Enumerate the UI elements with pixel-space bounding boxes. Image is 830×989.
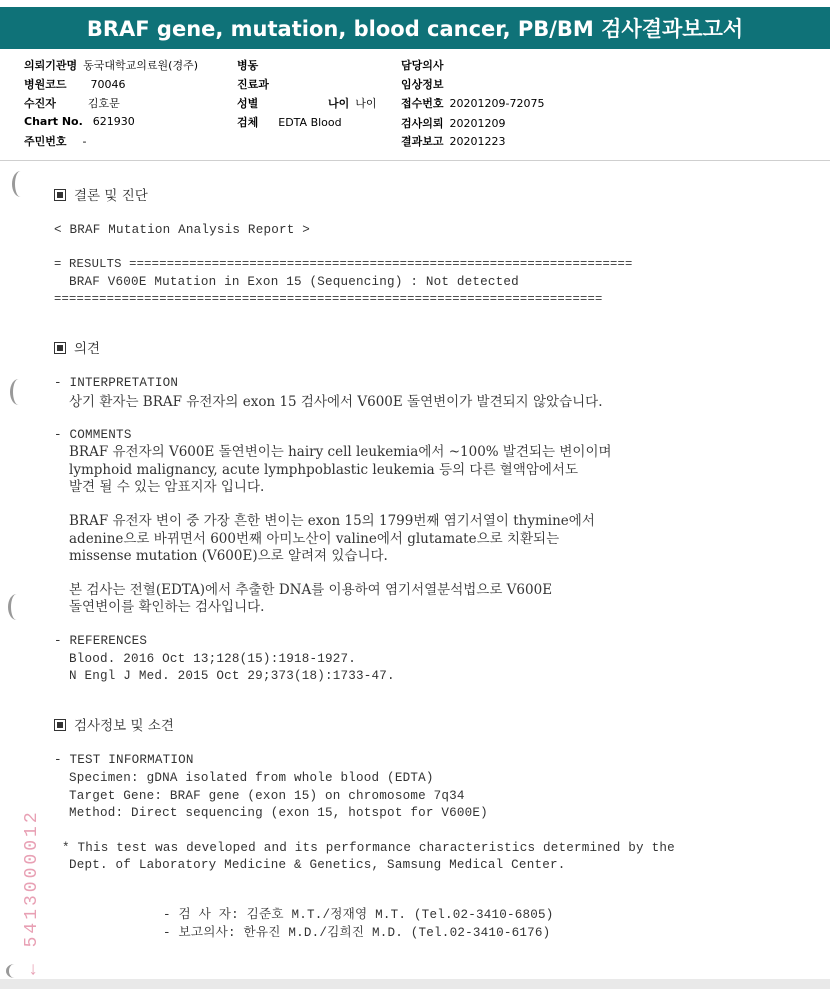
punch-hole-mark [10, 379, 27, 405]
ward-label: 병동 [237, 59, 259, 72]
section-test-info-title: 검사정보 및 소견 [74, 718, 174, 734]
request-date-field [401, 115, 506, 131]
scanned-report-body [0, 161, 830, 979]
test-info-line: Method: Direct sequencing (exon 15, hotspot for V600E) [69, 806, 488, 820]
doctor-field [401, 57, 450, 73]
section-opinion [54, 341, 100, 357]
punch-hole-mark [6, 964, 23, 978]
report-title: BRAF gene, mutation, blood cancer, PB/BM 검사결과보고서 [0, 7, 830, 49]
hospital-code-label: 병원코드 [24, 78, 67, 91]
sex-label: 성별 [237, 97, 259, 110]
ward-field [237, 57, 264, 73]
patient-value: 김호문 [87, 97, 120, 110]
side-serial-number: ← 5413000012 [22, 809, 42, 975]
section-test-info [54, 718, 174, 734]
note-line: Dept. of Laboratory Medicine & Genetics, Samsung Medical Center. [69, 858, 566, 872]
hospital-code-field [24, 76, 126, 92]
patient-field [24, 95, 120, 111]
comment-line: 본 검사는 전혈(EDTA)에서 추출한 DNA를 이용하여 염기서열분석법으로 V600E [69, 582, 553, 598]
test-info-heading: - TEST INFORMATION [54, 753, 194, 767]
resident-no-field [24, 133, 87, 149]
analysis-report-title: < BRAF Mutation Analysis Report > [54, 223, 310, 237]
section-conclusion-title: 결론 및 진단 [74, 188, 148, 204]
punch-hole-mark [12, 171, 29, 197]
note-line: * This test was developed and its performance characteristics determined by the [62, 841, 675, 855]
section-opinion-title: 의견 [74, 341, 101, 357]
tester-signature-line: - 검 사 자: 김준호 M.T./정재영 M.T. (Tel.02-3410-6805) [163, 908, 554, 922]
age-label: 나이 [328, 97, 350, 110]
comment-line: missense mutation (V600E)으로 알려져 있습니다. [69, 548, 388, 564]
comment-line: adenine으로 바뀌면서 600번째 아미노산이 valine에서 glutamate으로 치환되는 [69, 531, 560, 547]
comment-line: BRAF 유전자의 V600E 돌연변이는 hairy cell leukemia에서 ~100% 발견되는 변이이며 [69, 444, 612, 460]
test-info-line: Specimen: gDNA isolated from whole blood (EDTA) [69, 771, 434, 785]
receipt-no-value: 20201209-72075 [449, 97, 545, 110]
department-label: 진료과 [237, 78, 269, 91]
receipt-no-label: 접수번호 [401, 97, 444, 110]
section-box-icon [54, 189, 66, 201]
specimen-value: EDTA Blood [278, 116, 342, 129]
test-info-line: Target Gene: BRAF gene (exon 15) on chromosome 7q34 [69, 789, 465, 803]
age-field [328, 95, 377, 111]
report-date-field [401, 133, 506, 149]
interpretation-text: 상기 환자는 BRAF 유전자의 exon 15 검사에서 V600E 돌연변이가 발견되지 않았습니다. [69, 394, 603, 410]
request-date-label: 검사의뢰 [401, 117, 444, 130]
interpretation-heading: - INTERPRETATION [54, 376, 179, 390]
age-value: 나이 [355, 97, 377, 110]
resident-no-value: - [82, 135, 87, 148]
section-box-icon [54, 342, 66, 354]
specimen-field [237, 114, 342, 130]
chart-no-field [24, 115, 135, 128]
clinical-info-label: 임상정보 [401, 78, 444, 91]
bottom-strip [0, 979, 830, 989]
results-line: = RESULTS =================================================================== [54, 257, 633, 271]
punch-hole-mark [8, 594, 25, 620]
institution-label: 의뢰기관명 [24, 59, 78, 72]
report-date-value: 20201223 [449, 135, 506, 148]
chart-no-value: 621930 [92, 115, 135, 128]
sex-field [237, 95, 264, 111]
institution-value: 동국대학교의료원(경주) [83, 59, 198, 72]
report-header [0, 50, 830, 161]
comment-line: BRAF 유전자 변이 중 가장 흔한 변이는 exon 15의 1799번째 염기서열이 thymine에서 [69, 513, 595, 529]
comment-line: 발견 될 수 있는 암표지자 입니다. [69, 479, 265, 495]
request-date-value: 20201209 [449, 117, 506, 130]
chart-no-label: Chart No. [24, 115, 83, 128]
hospital-code-value: 70046 [90, 78, 126, 91]
report-date-label: 결과보고 [401, 135, 444, 148]
department-field [237, 76, 275, 92]
reference-line: Blood. 2016 Oct 13;128(15):1918-1927. [69, 652, 357, 666]
comments-heading: - COMMENTS [54, 428, 132, 442]
reference-line: N Engl J Med. 2015 Oct 29;373(18):1733-47. [69, 669, 395, 683]
doctor-label: 담당의사 [401, 59, 444, 72]
specimen-label: 검체 [237, 116, 259, 129]
receipt-no-field [401, 95, 544, 111]
results-separator: ========================================================================= [54, 292, 603, 306]
references-heading: - REFERENCES [54, 634, 148, 648]
comment-line: lymphoid malignancy, acute lymphpoblastic leukemia 등의 다른 혈액암에서도 [69, 462, 579, 478]
resident-no-label: 주민번호 [24, 135, 67, 148]
reporter-signature-line: - 보고의사: 한유진 M.D./김희진 M.D. (Tel.02-3410-6176) [163, 926, 551, 940]
section-box-icon [54, 719, 66, 731]
section-conclusion [54, 188, 148, 204]
comment-line: 돌연변이를 확인하는 검사입니다. [69, 599, 265, 615]
result-value: BRAF V600E Mutation in Exon 15 (Sequencing) : Not detected [69, 275, 519, 289]
institution-field [24, 57, 198, 73]
clinical-info-field [401, 76, 450, 92]
patient-label: 수진자 [24, 97, 56, 110]
